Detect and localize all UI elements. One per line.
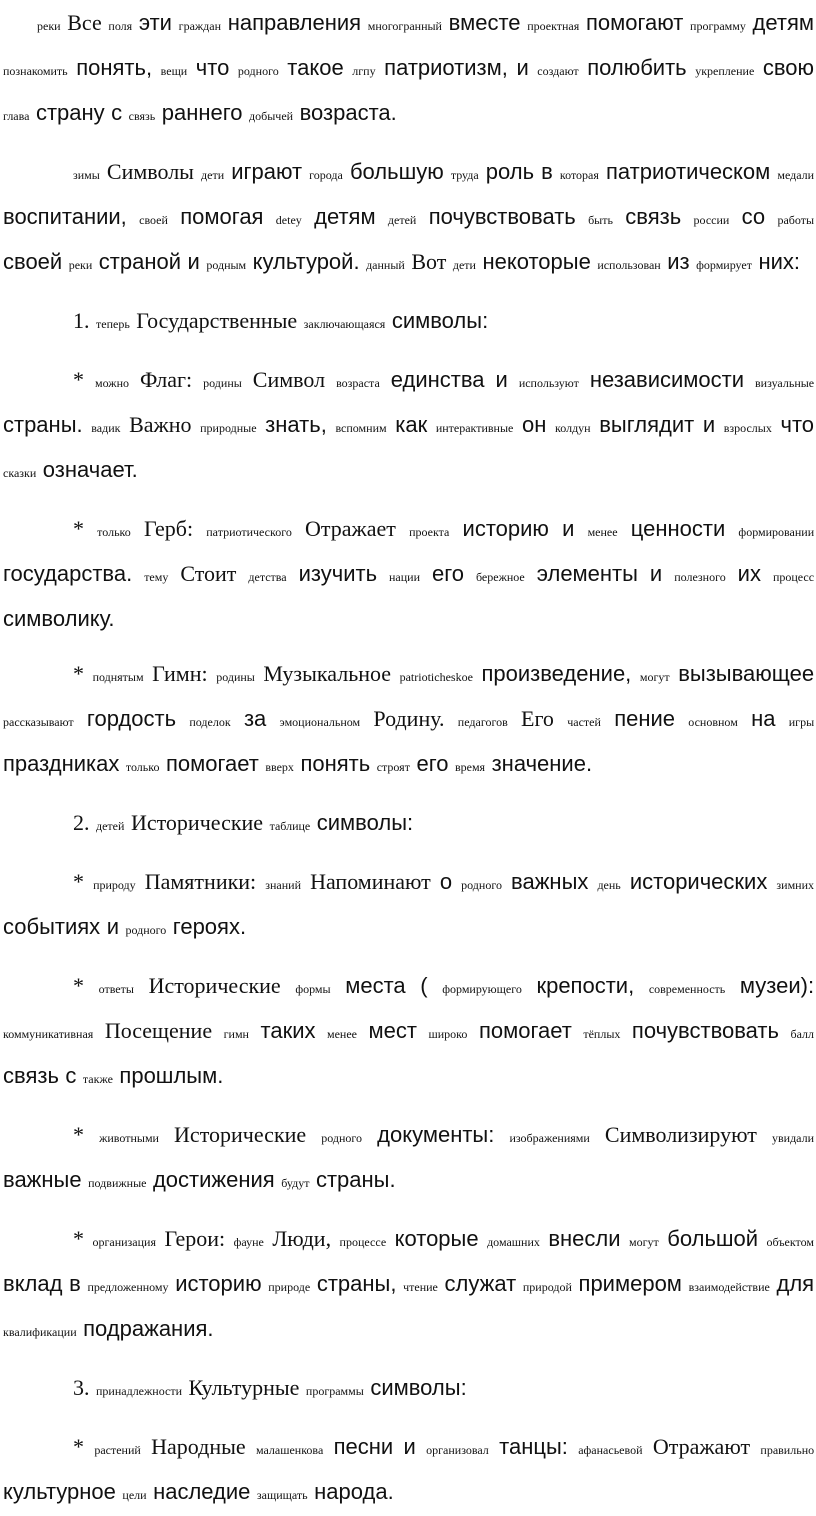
text-word: таких: [260, 1018, 316, 1043]
inserted-word: укрепление: [695, 64, 755, 78]
text-word: страны.: [315, 1167, 396, 1192]
inserted-word: добычей: [249, 109, 294, 123]
text-word: полюбить: [587, 55, 687, 80]
text-word: детям: [752, 10, 815, 35]
inserted-word: животными: [99, 1131, 159, 1145]
text-word: них:: [758, 249, 801, 274]
text-word: и: [649, 561, 663, 586]
inserted-word: балл: [790, 1027, 815, 1041]
inserted-word: современность: [648, 982, 726, 996]
inserted-word: родным: [206, 258, 247, 272]
inserted-word: менее: [327, 1027, 358, 1041]
paragraph: [3, 653, 814, 788]
inserted-word: только: [125, 760, 160, 774]
text-word: *: [73, 661, 84, 686]
inserted-word: связь: [128, 109, 156, 123]
inserted-word: работы: [777, 213, 815, 227]
inserted-word: бережное: [475, 570, 525, 584]
text-word: помогают: [585, 10, 684, 35]
text-word: связь: [3, 1063, 59, 1088]
inserted-word: проекта: [409, 525, 450, 539]
text-word: патриотизм,: [384, 55, 508, 80]
inserted-word: тёплых: [583, 1027, 621, 1041]
inserted-word: которая: [559, 168, 599, 182]
inserted-word: patrioticheskoe: [399, 670, 473, 684]
text-word: своей: [3, 249, 63, 274]
inserted-word: афанасьевой: [578, 1443, 643, 1457]
text-word: Отражают: [652, 1434, 751, 1459]
inserted-word: зимы: [73, 168, 100, 182]
text-word: и: [403, 1434, 416, 1459]
inserted-word: реки: [68, 258, 93, 272]
text-word: Музыкальное: [263, 661, 392, 686]
text-word: символы:: [370, 1375, 467, 1400]
inserted-word: полезного: [674, 570, 726, 584]
inserted-word: программу: [690, 19, 746, 33]
inserted-word: природой: [522, 1280, 572, 1294]
inserted-word: труда: [450, 168, 479, 182]
text-word: Культурные: [188, 1375, 300, 1400]
paragraph: [3, 861, 814, 951]
text-word: эти: [138, 10, 172, 35]
text-word: подражания.: [83, 1316, 214, 1341]
text-word: и: [516, 55, 529, 80]
text-word: *: [73, 1122, 84, 1147]
inserted-word: частей: [567, 715, 601, 729]
text-word: народа.: [314, 1479, 394, 1504]
text-word: вклад: [3, 1271, 63, 1296]
inserted-word: природе: [268, 1280, 311, 1294]
inserted-word: педагогов: [457, 715, 508, 729]
text-word: с: [111, 100, 123, 125]
text-word: символику.: [3, 606, 115, 631]
inserted-word: поднятым: [92, 670, 144, 684]
text-word: Посещение: [104, 1018, 213, 1043]
inserted-word: природу: [93, 878, 136, 892]
text-word: Стоит: [180, 561, 237, 586]
inserted-word: родного: [461, 878, 502, 892]
inserted-word: рассказывают: [3, 715, 74, 729]
text-word: единства: [390, 367, 485, 392]
paragraph: [3, 1367, 814, 1412]
text-word: служат: [444, 1271, 517, 1296]
text-word: Символы: [106, 159, 194, 184]
inserted-word: формирующего: [442, 982, 522, 996]
text-word: наследие: [153, 1479, 251, 1504]
inserted-word: правильно: [760, 1443, 815, 1457]
inserted-word: формы: [295, 982, 331, 996]
inserted-word: интерактивные: [435, 421, 514, 435]
inserted-word: домашних: [487, 1235, 540, 1249]
inserted-word: организация: [92, 1235, 156, 1249]
paragraph: [3, 300, 814, 345]
text-word: символы:: [316, 810, 414, 835]
inserted-word: квалификации: [3, 1325, 77, 1339]
text-word: некоторые: [482, 249, 591, 274]
inserted-word: детства: [248, 570, 287, 584]
inserted-word: вверх: [265, 760, 294, 774]
inserted-word: принадлежности: [96, 1384, 183, 1398]
text-word: Герб:: [143, 516, 194, 541]
paragraph: [3, 359, 814, 494]
inserted-word: родного: [125, 923, 167, 937]
inserted-word: строят: [376, 760, 410, 774]
text-word: которые: [394, 1226, 479, 1251]
inserted-word: поделок: [189, 715, 231, 729]
inserted-word: только: [97, 525, 131, 539]
inserted-word: программы: [305, 1384, 364, 1398]
text-word: событиях: [3, 914, 101, 939]
text-word: он: [522, 412, 547, 437]
text-word: мест: [368, 1018, 417, 1043]
text-word: достижения: [152, 1167, 275, 1192]
inserted-word: родины: [203, 376, 242, 390]
inserted-word: широко: [428, 1027, 468, 1041]
inserted-word: патриотического: [206, 525, 292, 539]
text-word: Памятники:: [144, 869, 257, 894]
text-word: в: [69, 1271, 81, 1296]
inserted-word: цели: [122, 1488, 147, 1502]
text-word: значение.: [491, 751, 593, 776]
text-word: историю: [175, 1271, 262, 1296]
text-word: Важно: [129, 412, 192, 437]
text-word: со: [741, 204, 766, 229]
text-word: означает.: [42, 457, 138, 482]
text-word: Отражает: [305, 516, 396, 541]
text-word: 1.: [73, 308, 90, 333]
text-word: такое: [287, 55, 344, 80]
text-word: Все: [67, 10, 102, 35]
text-word: Народные: [151, 1434, 246, 1459]
inserted-word: предложенному: [87, 1280, 169, 1294]
text-word: помогая: [180, 204, 264, 229]
inserted-word: защищать: [256, 1488, 308, 1502]
text-word: примером: [578, 1271, 682, 1296]
text-word: роль: [485, 159, 535, 184]
inserted-word: россии: [693, 213, 730, 227]
text-word: Вот: [411, 249, 447, 274]
text-word: страну: [35, 100, 105, 125]
inserted-word: знаний: [265, 878, 301, 892]
text-word: документы:: [377, 1122, 495, 1147]
inserted-word: данный: [366, 258, 405, 272]
inserted-word: можно: [94, 376, 129, 390]
inserted-word: сказки: [3, 466, 37, 480]
inserted-word: дети: [452, 258, 476, 272]
text-word: *: [73, 1434, 84, 1459]
text-word: ценности: [630, 516, 726, 541]
inserted-word: вадик: [91, 421, 121, 435]
inserted-word: организовал: [426, 1443, 489, 1457]
inserted-word: подвижные: [88, 1176, 147, 1190]
inserted-word: растений: [94, 1443, 141, 1457]
text-word: выглядит: [599, 412, 695, 437]
text-word: воспитании,: [3, 204, 127, 229]
inserted-word: увидали: [771, 1131, 815, 1145]
inserted-word: использован: [597, 258, 661, 272]
text-word: прошлым.: [119, 1063, 224, 1088]
text-word: направления: [227, 10, 362, 35]
inserted-word: малашенкова: [255, 1443, 324, 1457]
text-word: играют: [231, 159, 303, 184]
text-word: места: [345, 973, 406, 998]
text-word: произведение,: [481, 661, 632, 686]
inserted-word: эмоциональном: [279, 715, 361, 729]
text-word: раннего: [161, 100, 243, 125]
inserted-word: поля: [108, 19, 133, 33]
inserted-word: взрослых: [723, 421, 772, 435]
text-word: Родину.: [373, 706, 445, 731]
inserted-word: теперь: [96, 317, 130, 331]
text-word: связь: [625, 204, 682, 229]
inserted-word: возраста: [336, 376, 380, 390]
inserted-word: коммуникативная: [3, 1027, 94, 1041]
text-word: элементы: [536, 561, 638, 586]
inserted-word: проектная: [527, 19, 580, 33]
text-word: помогает: [165, 751, 259, 776]
paragraph: [3, 1114, 814, 1204]
text-word: исторических: [629, 869, 768, 894]
inserted-word: города: [309, 168, 343, 182]
inserted-word: детей: [96, 819, 125, 833]
text-word: Исторические: [174, 1122, 307, 1147]
text-word: помогает: [478, 1018, 572, 1043]
inserted-word: родного: [237, 64, 279, 78]
text-word: возраста.: [299, 100, 397, 125]
text-word: почувствовать: [428, 204, 576, 229]
inserted-word: детей: [387, 213, 417, 227]
inserted-word: ответы: [98, 982, 134, 996]
paragraph: [3, 2, 814, 137]
text-word: историю: [462, 516, 549, 541]
inserted-word: фауне: [233, 1235, 264, 1249]
text-word: песни: [333, 1434, 394, 1459]
text-word: что: [780, 412, 815, 437]
inserted-word: изображениями: [509, 1131, 590, 1145]
text-word: для: [776, 1271, 815, 1296]
text-word: государства.: [3, 561, 133, 586]
text-word: Символизируют: [604, 1122, 757, 1147]
inserted-word: нации: [389, 570, 421, 584]
text-word: 2.: [73, 810, 90, 835]
text-word: изучить: [298, 561, 378, 586]
inserted-word: вещи: [160, 64, 188, 78]
text-word: важных: [511, 869, 589, 894]
inserted-word: лгпу: [352, 64, 376, 78]
paragraph: [3, 1426, 814, 1516]
text-word: Символ: [252, 367, 326, 392]
inserted-word: глава: [3, 109, 30, 123]
paragraph: [3, 802, 814, 847]
text-word: Флаг:: [139, 367, 193, 392]
text-word: в: [541, 159, 553, 184]
inserted-word: создают: [537, 64, 579, 78]
text-word: праздниках: [3, 751, 120, 776]
inserted-word: колдун: [555, 421, 591, 435]
text-word: Гимн:: [152, 661, 208, 686]
inserted-word: граждан: [178, 19, 222, 33]
text-word: и: [187, 249, 200, 274]
inserted-word: заключающаяся: [303, 317, 386, 331]
text-word: свою: [762, 55, 815, 80]
inserted-word: также: [82, 1072, 113, 1086]
text-word: (: [420, 973, 428, 998]
text-word: Напоминают: [310, 869, 431, 894]
inserted-word: день: [597, 878, 621, 892]
inserted-word: могут: [639, 670, 670, 684]
text-word: страны,: [316, 1271, 397, 1296]
text-word: что: [195, 55, 230, 80]
text-word: понять,: [76, 55, 153, 80]
text-word: 3.: [73, 1375, 90, 1400]
text-word: Исторические: [148, 973, 281, 998]
text-word: пение: [614, 706, 676, 731]
text-word: страны.: [3, 412, 83, 437]
inserted-word: объектом: [766, 1235, 815, 1249]
text-word: как: [395, 412, 428, 437]
text-word: с: [65, 1063, 77, 1088]
text-word: и: [106, 914, 119, 939]
paragraph: [3, 508, 814, 639]
inserted-word: основном: [688, 715, 738, 729]
text-word: и: [702, 412, 716, 437]
text-word: культурой.: [252, 249, 360, 274]
inserted-word: визуальные: [755, 376, 815, 390]
text-word: на: [751, 706, 776, 731]
inserted-word: вспомним: [335, 421, 387, 435]
inserted-word: родины: [216, 670, 255, 684]
inserted-word: могут: [629, 1235, 659, 1249]
text-word: *: [73, 367, 84, 392]
inserted-word: менее: [587, 525, 618, 539]
text-word: героях.: [172, 914, 247, 939]
text-word: его: [431, 561, 464, 586]
text-word: танцы:: [499, 1434, 568, 1459]
inserted-word: гимн: [223, 1027, 249, 1041]
inserted-word: познакомить: [3, 64, 68, 78]
inserted-word: многогранный: [367, 19, 442, 33]
inserted-word: формирует: [696, 258, 752, 272]
text-word: Исторические: [130, 810, 264, 835]
text-word: символы:: [391, 308, 489, 333]
text-word: Герои:: [164, 1226, 226, 1251]
paragraph: [3, 965, 814, 1100]
inserted-word: своей: [139, 213, 168, 227]
text-word: его: [416, 751, 449, 776]
text-word: музеи):: [739, 973, 815, 998]
text-word: независимости: [589, 367, 745, 392]
inserted-word: чтение: [403, 1280, 438, 1294]
inserted-word: будут: [281, 1176, 310, 1190]
text-word: гордость: [86, 706, 177, 731]
inserted-word: таблице: [269, 819, 311, 833]
text-word: патриотическом: [605, 159, 771, 184]
text-word: Его: [521, 706, 554, 731]
inserted-word: detey: [275, 213, 302, 227]
text-word: культурное: [3, 1479, 116, 1504]
paragraph: [3, 151, 814, 286]
text-word: Люди,: [272, 1226, 332, 1251]
paragraph: [3, 1218, 814, 1353]
text-word: большой: [667, 1226, 759, 1251]
text-word: и: [562, 516, 575, 541]
inserted-word: игры: [788, 715, 815, 729]
text-word: за: [243, 706, 267, 731]
text-word: понять: [300, 751, 371, 776]
text-word: из: [667, 249, 690, 274]
text-word: их: [737, 561, 761, 586]
text-word: внесли: [548, 1226, 621, 1251]
inserted-word: быть: [588, 213, 613, 227]
text-word: Государственные: [136, 308, 298, 333]
inserted-word: природные: [200, 421, 257, 435]
text-word: *: [73, 973, 84, 998]
inserted-word: дети: [201, 168, 225, 182]
inserted-word: взаимодействие: [688, 1280, 770, 1294]
text-word: страной: [98, 249, 182, 274]
text-word: вместе: [448, 10, 521, 35]
inserted-word: зимних: [776, 878, 815, 892]
text-word: большую: [349, 159, 444, 184]
inserted-word: тему: [144, 570, 169, 584]
text-word: почувствовать: [631, 1018, 779, 1043]
text-word: вызывающее: [678, 661, 815, 686]
inserted-word: реки: [37, 19, 61, 33]
text-word: *: [73, 516, 84, 541]
inserted-word: время: [454, 760, 486, 774]
inserted-word: медали: [777, 168, 815, 182]
text-word: и: [495, 367, 508, 392]
inserted-word: родного: [321, 1131, 363, 1145]
inserted-word: используют: [518, 376, 579, 390]
text-word: знать,: [265, 412, 327, 437]
text-word: крепости,: [536, 973, 635, 998]
text-word: о: [439, 869, 453, 894]
inserted-word: процессе: [339, 1235, 387, 1249]
text-word: *: [73, 1226, 84, 1251]
text-word: важные: [3, 1167, 82, 1192]
inserted-word: процесс: [772, 570, 815, 584]
text-word: *: [73, 869, 84, 894]
text-word: детям: [314, 204, 376, 229]
inserted-word: формировании: [738, 525, 815, 539]
